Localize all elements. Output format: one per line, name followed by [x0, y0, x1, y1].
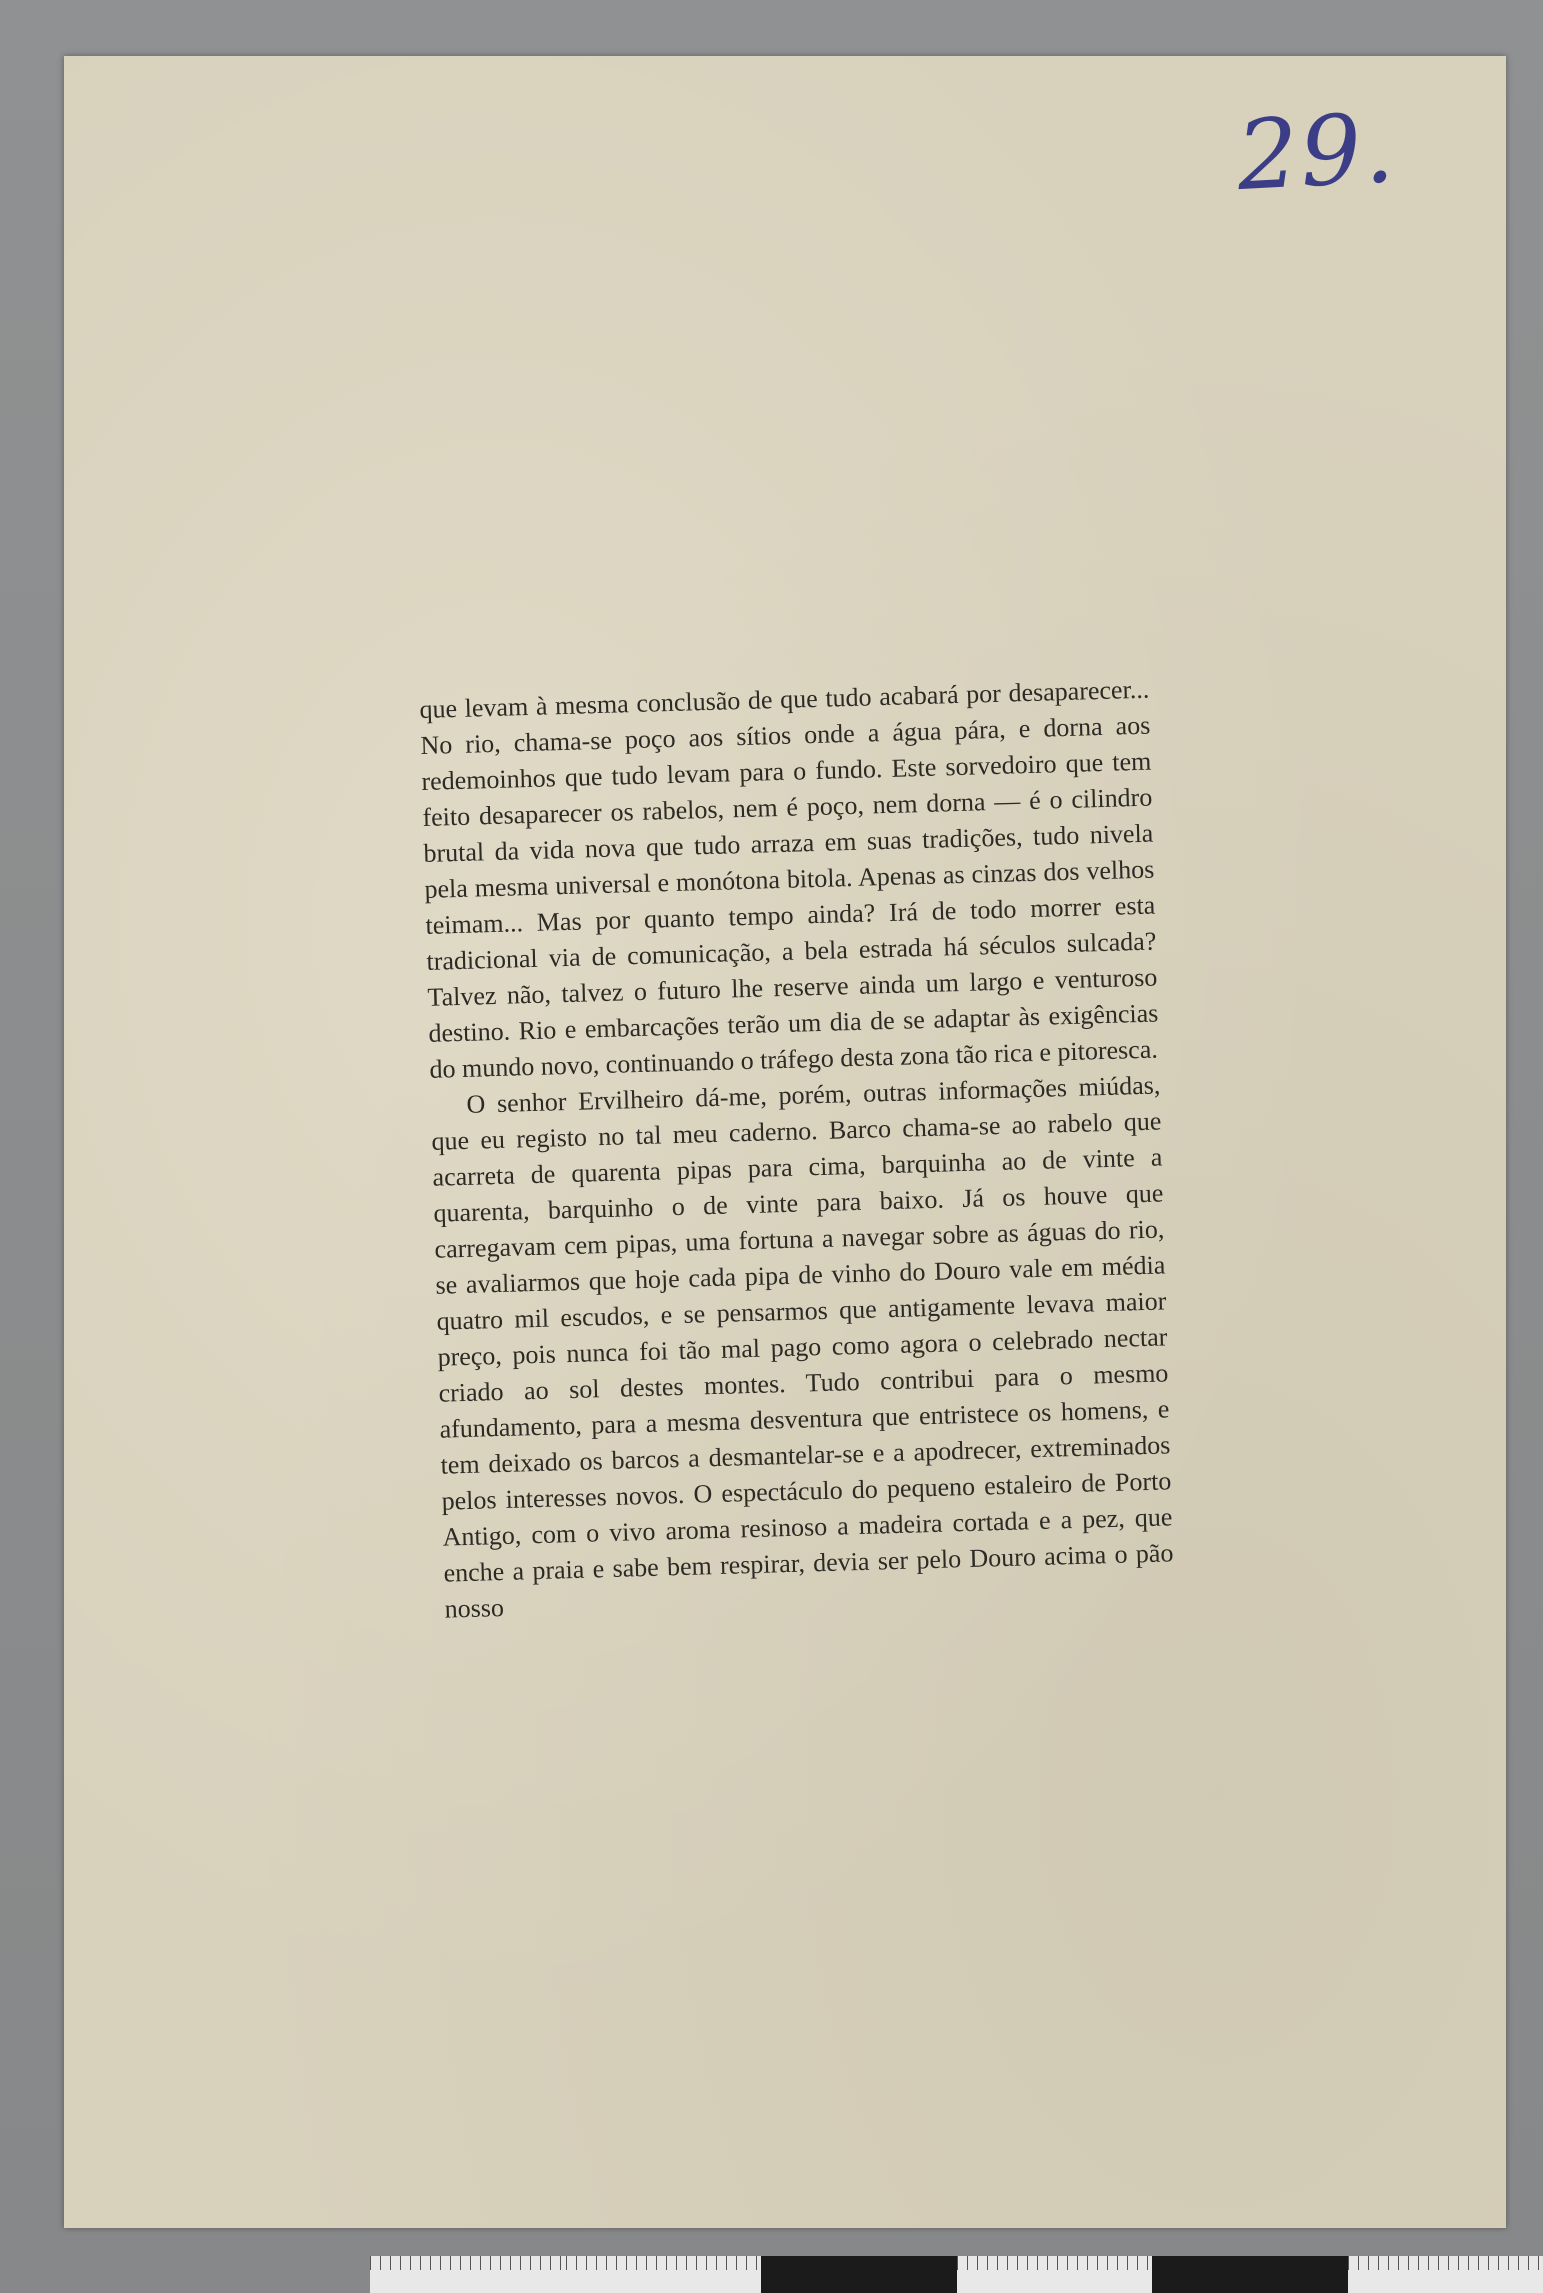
ruler-segment	[1152, 2256, 1348, 2293]
paragraph-1: que levam à mesma conclusão de que tudo acabará por desaparecer... No rio, chama-se poço aos sítios onde a água pára, e dorna aos redemoinhos que tudo levam para o fundo. Este sorvedoiro que tem feito desaparecer os rabelos, nem é poço, nem dorna — é o cilindro brutal da vida nova que tudo arraza em suas tradições, tudo nivela pela mesma universal e monótona bitola. Apenas as cinzas dos velhos teimam... Mas por quanto tempo ainda? Irá de todo morrer esta tradicional via de comunicação, a bela estrada há séculos sulcada? Talvez não, talvez o futuro lhe reserve ainda um largo e venturoso destino. Rio e embarcações terão um dia de se adaptar às exigências do mundo novo, continuando o tráfego desta zona tão rica e pitoresca.	[419, 674, 1159, 1084]
handwritten-page-number: 29.	[1234, 91, 1399, 213]
paragraph-2: O senhor Ervilheiro dá-me, porém, outras informações miúdas, que eu registo no tal meu caderno. Barco chama-se ao rabelo que acarreta de quarenta pipas para cima, barquinha ao de vinte a quarenta, barquinho o de vinte para baixo. Já os houve que carregavam cem pipas, uma fortuna a navegar sobre as águas do rio, se avaliarmos que hoje cada pipa de vinho do Douro vale em média quatro mil escudos, e se pensarmos que antigamente levava maior preço, pois nunca foi tão mal pago como agora o celebrado nectar criado ao sol destes montes. Tudo contribui para o mesmo afundamento, para a mesma desventura que entristece os homens, e tem deixado os barcos a desmantelar-se e a apodrecer, extreminados pelos interesses novos. O espectáculo do pequeno estaleiro de Porto Antigo, com o vivo aroma resinoso a madeira cortada e a pez, que enche a praia e sabe bem respirar, devia ser pelo Douro acima o pão nosso	[431, 1070, 1174, 1624]
body-text	[419, 672, 1175, 1628]
ruler-segment	[1348, 2256, 1543, 2293]
document-page	[64, 56, 1506, 2228]
ruler-segment	[370, 2256, 566, 2293]
scale-ruler	[370, 2256, 1543, 2293]
ruler-segment	[761, 2256, 957, 2293]
ruler-segment	[957, 2256, 1153, 2293]
ruler-segment	[566, 2256, 762, 2293]
